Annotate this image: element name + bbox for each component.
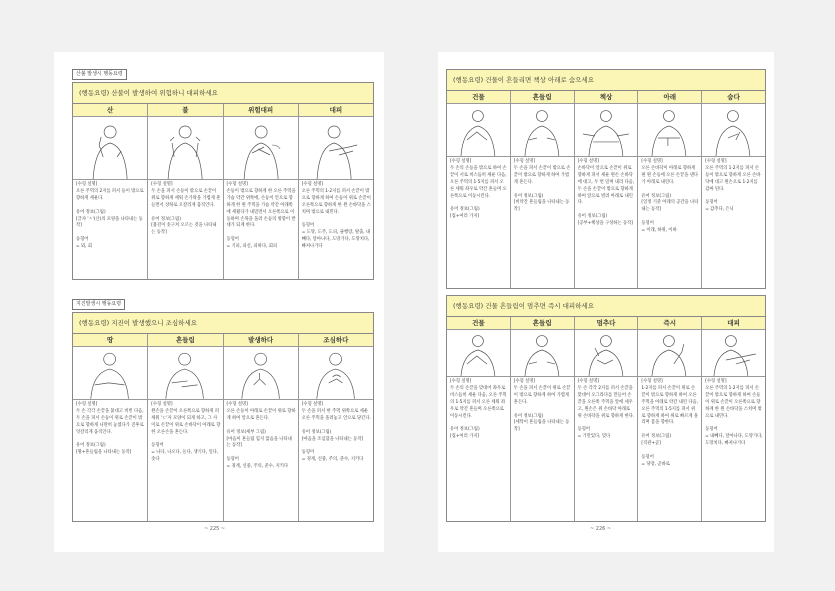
sign-columns bbox=[73, 104, 373, 279]
sign-description: [수형 설명] 손등이 밖으로 향하게 한 오른 주먹을 가슴 약간 위쪽에, 손등이 안으로 향하게 한 왼 주먹을 가슴 약간 아래쪽에 세웠다가 내밀면서 오른쪽으로 이동하며 손목을 돌려 손등의 방향이 반대가 되게 한다. 동형어 = 기피, 피신, 피하다, 회피 bbox=[226, 182, 296, 250]
sign-illustration bbox=[148, 117, 222, 180]
signer-figure-icon bbox=[638, 330, 701, 376]
sign-column bbox=[447, 317, 511, 521]
sign-columns bbox=[447, 317, 765, 521]
sign-illustration bbox=[702, 104, 765, 157]
sign-description: [수형 설명] 오른 주먹의 1·2지를 펴서 손끝이 밖으로 향하게 하여 손등이 위로 손끝이 오른쪽으로 향하게 한 왼 손바닥을 스치며 밖으로 내민다. 동형어 = 도망, 도주, 도피, 줄행랑, 탈출, 내빼다, 달아나다, 도망가다, 도망치다, 빠져나가다 bbox=[301, 182, 371, 250]
sign-description: [수형 설명] 두 손의 손끝을 맞대어 좌우로 비스듬히 세운 다음, 오른 주먹의 1·5지를 펴서 오른 세워 좌우로 약간 흔들며 오른쪽으로 이동시킨다. 유어 정보(그림) [집+여러 가지] bbox=[450, 379, 507, 440]
sign-description: [수형 설명] 두 손을 펴서 한 주먹 위쪽으로 세운 오른 주먹을 올려놓고 안으로 당긴다. 유어 정보(그림) [마음을 조심함을 나타내는 동작] 동형어 = 경계, 신중, 주의, 준수, 지키다 bbox=[301, 402, 371, 463]
sign-column bbox=[511, 91, 575, 288]
sign-illustration bbox=[638, 330, 701, 377]
sign-description: [수형 설명] 오른 주먹의 2지를 펴서 등이 밖으로 향하게 세운다. 유어 정보(그림) [글자 'ㅅ'(산)의 모양을 나타내는 동작] 동형어 = 뫼, 회 bbox=[76, 182, 144, 250]
signer-figure-icon bbox=[224, 117, 298, 179]
sign-title: 아래 bbox=[638, 91, 701, 104]
sign-title: 책상 bbox=[575, 91, 638, 104]
sign-description: [수형 설명] 오른 주먹의 1·2지를 펴서 손끝이 밖으로 향하게 하여 손등이 위로 손끝이 오른쪽으로 향하게 한 왼 손바닥을 스치며 밖으로 내민다. 동형어 = 내빼다, 달아나다, 도망가다, 도망치다, 빠져나가다 bbox=[705, 379, 763, 447]
sign-column bbox=[511, 317, 575, 521]
right-page bbox=[438, 52, 774, 552]
signer-figure-icon bbox=[575, 330, 638, 376]
sign-illustration bbox=[299, 347, 373, 400]
sign-column bbox=[148, 334, 223, 521]
sign-column bbox=[73, 334, 148, 521]
sign-illustration bbox=[575, 330, 638, 377]
signer-figure-icon bbox=[73, 347, 147, 399]
sign-title: 발생하다 bbox=[224, 334, 298, 347]
sign-description: [수형 설명] 오른 주먹의 1·2지를 펴서 손등이 밖으로 향하게 오른 손바닥에 대고 왼손으로 1·2지를 감싸 된다. 동형어 = 감추다, 은닉 bbox=[705, 159, 761, 213]
sign-illustration bbox=[73, 347, 147, 400]
sign-description: [수형 설명] 왼손을 손끝이 오른쪽으로 향하게 펴 세워 'ㄷ'자 모양이 되게 하고, 그 사이로 손끝이 위로 손바닥이 아래로 향한 오른손을 흔든다. 동형어 = 나다, 나오다, 돋다, 생기다, 일다, 솟다 bbox=[151, 402, 221, 463]
sign-illustration bbox=[702, 330, 765, 377]
evacuate-panel bbox=[446, 295, 766, 522]
sign-title: 흔들림 bbox=[511, 91, 574, 104]
signer-figure-icon bbox=[702, 104, 765, 156]
sign-description: [수형 설명] 두 손의 손등을 밖으로 하여 손끝이 서로 비스듬히 세운 다음, 오른 주먹의 1·5지를 펴서 오른 세워 좌우로 약간 흔들며 오른쪽으로 이동시킨다. 유어 정보(그림) [집+여러 가지] bbox=[450, 159, 507, 220]
sign-columns bbox=[73, 334, 373, 521]
panel-header: (행동요령) 건물 흔들림이 멈추면 즉시 대피하세요 bbox=[447, 296, 765, 317]
sign-description: [수형 설명] 두 손을 펴서 손끝이 위로 손끝이 밖으로 향하게 하여 가볍게 흔든다. 유어 정보(그림) [세탁이 흔들림을 나타내는 동작] bbox=[513, 379, 571, 433]
sign-title: 산 bbox=[73, 104, 147, 117]
sign-column bbox=[638, 91, 702, 288]
signer-figure-icon bbox=[511, 330, 574, 376]
sign-illustration bbox=[511, 104, 574, 157]
sign-title: 대피 bbox=[299, 104, 373, 117]
sign-column bbox=[299, 104, 373, 279]
signer-figure-icon bbox=[638, 104, 701, 156]
signer-figure-icon bbox=[299, 117, 373, 179]
sign-description: [수형 설명] 1·2지를 펴서 손끝이 위로 손끝이 밖으로 향하게 하여 오른 주먹을 아래로 약간 내린 다음, 오른 주먹의 1·5지를 펴서 위로 향하게 하여 위로 빠르게 올리며 몸을 향한다. 유어 정보(그림) [직관+곧] 동형어 = 당장, 곧바로 bbox=[641, 379, 699, 467]
sign-description: [수형 설명] 두 손을 펴서 손등이 밖으로 손끝이 위로 향하게 세워 손가락을 가볍게 흔들면서 상하로 오갈리게 움직인다. 유어 정보(그림) [불길이 솟구쳐 오르는 것을 나타내는 동작] bbox=[151, 182, 221, 236]
panel-header: (행동요령) 건물이 흔들리면 책상 아래로 숨으세요 bbox=[447, 70, 765, 91]
signer-figure-icon bbox=[224, 347, 298, 399]
sign-title: 숨다 bbox=[702, 91, 765, 104]
sign-illustration bbox=[447, 330, 510, 377]
earthquake-panel bbox=[72, 312, 374, 522]
sign-column bbox=[224, 334, 299, 521]
sign-title: 대피 bbox=[702, 317, 765, 330]
sign-column bbox=[575, 317, 639, 521]
section-tag-wildfire: 산불 발생시 행동요령 bbox=[72, 69, 127, 80]
sign-description: [수형 설명] 손바닥이 앞으로 손끝이 위로 향하게 펴서 세운 왼손 손바닥에 대고, 두 번 밀며 내리 다음, 두 손을 손끝이 밖으로 향하게 하여 앞으로 벌려 아래로 내린다. 유어 정보(그림) [공부+책상을 구성하는 동작] bbox=[577, 159, 635, 227]
signer-figure-icon bbox=[702, 330, 765, 376]
wildfire-panel bbox=[72, 82, 374, 280]
sign-title: 조심하다 bbox=[299, 334, 373, 347]
sign-illustration bbox=[73, 117, 147, 180]
signer-figure-icon bbox=[73, 117, 147, 179]
sign-column bbox=[73, 104, 148, 279]
sign-description: [수형 설명] 두 손을 펴서 손끝이 밖으로 손끝이 밖으로 향하게 하여 가볍게 흔든다. 유어 정보(그림) [비약간 흔들림을 나타내는 동작] bbox=[513, 159, 571, 213]
sign-columns bbox=[447, 91, 765, 288]
sign-title: 위험대피 bbox=[224, 104, 298, 117]
signer-figure-icon bbox=[148, 347, 222, 399]
shelter-panel bbox=[446, 69, 766, 289]
panel-header: (행동요령) 산불이 발생하여 위험하니 대피하세요 bbox=[73, 83, 373, 104]
sign-illustration bbox=[224, 117, 298, 180]
panel-header: (행동요령) 지진이 발생했으니 조심하세요 bbox=[73, 313, 373, 334]
sign-description: [수형 설명] 두 손 각각 손끝을 붙대고 비빈 다음, 두 손을 펴서 손등이 위로 손끝이 밖으로 향하게 나란히 놓였다가 진후로 엇갈리게 움직인다. 유어 정보(그림) [땅+흔들림을 나타내는 동작] bbox=[76, 402, 144, 456]
sign-description: [수형 설명] 두 손 각각 2지를 펴서 손끝을 맞대어 오그라다를 만들어 손끝을 오른쪽 주먹을 앞에 세우고, 왼손은 위 손바닥 아래로 위 손바닥을 위로 향하게 한다. 동형어 = 가만있다, 멎다 bbox=[577, 379, 635, 440]
sign-description: [수형 설명] 오른 손등이 아래로 손끝이 위로 향하게 하여 앞으로 흔든다. 유어 정보(세부 그림) [마음이 흔들림 힘지 않음을 나타내는 동작] 동형어 = 경계, 신중, 주의, 준수, 지키다 bbox=[226, 402, 296, 470]
sign-description: [수형 설명] 오른 손바닥이 아래로 향하게 편 왼 손등에 오른 손끝을 댄다가 아래로 내린다. 유어 정보(그림) [일정 기준 아래의 공간을 나타내는 동작] 동형어 = 이래, 하위, 이하 bbox=[641, 159, 699, 234]
signer-figure-icon bbox=[511, 104, 574, 156]
sign-column bbox=[638, 317, 702, 521]
sign-illustration bbox=[447, 104, 510, 157]
sign-column bbox=[148, 104, 223, 279]
sign-title: 건물 bbox=[447, 317, 510, 330]
left-page bbox=[54, 52, 384, 552]
sign-title: 건물 bbox=[447, 91, 510, 104]
sign-column bbox=[575, 91, 639, 288]
sign-column bbox=[447, 91, 511, 288]
sign-illustration bbox=[511, 330, 574, 377]
sign-title: 불 bbox=[148, 104, 222, 117]
sign-illustration bbox=[638, 104, 701, 157]
signer-figure-icon bbox=[299, 347, 373, 399]
sign-title: 흔들림 bbox=[148, 334, 222, 347]
sign-illustration bbox=[224, 347, 298, 400]
sign-column bbox=[299, 334, 373, 521]
signer-figure-icon bbox=[447, 104, 510, 156]
sign-illustration bbox=[148, 347, 222, 400]
sign-illustration bbox=[299, 117, 373, 180]
sign-illustration bbox=[575, 104, 638, 157]
signer-figure-icon bbox=[148, 117, 222, 179]
page-number: ~ 226 ~ bbox=[590, 526, 612, 532]
sign-title: 즉시 bbox=[638, 317, 701, 330]
sign-title: 흔들림 bbox=[511, 317, 574, 330]
sign-title: 땅 bbox=[73, 334, 147, 347]
sign-column bbox=[702, 91, 765, 288]
sign-column bbox=[702, 317, 765, 521]
page-number: ~ 225 ~ bbox=[204, 526, 226, 532]
signer-figure-icon bbox=[447, 330, 510, 376]
section-tag-earthquake: 지진발생시 행동요령 bbox=[72, 299, 125, 310]
sign-column bbox=[224, 104, 299, 279]
signer-figure-icon bbox=[575, 104, 638, 156]
sign-title: 멈추다 bbox=[575, 317, 638, 330]
